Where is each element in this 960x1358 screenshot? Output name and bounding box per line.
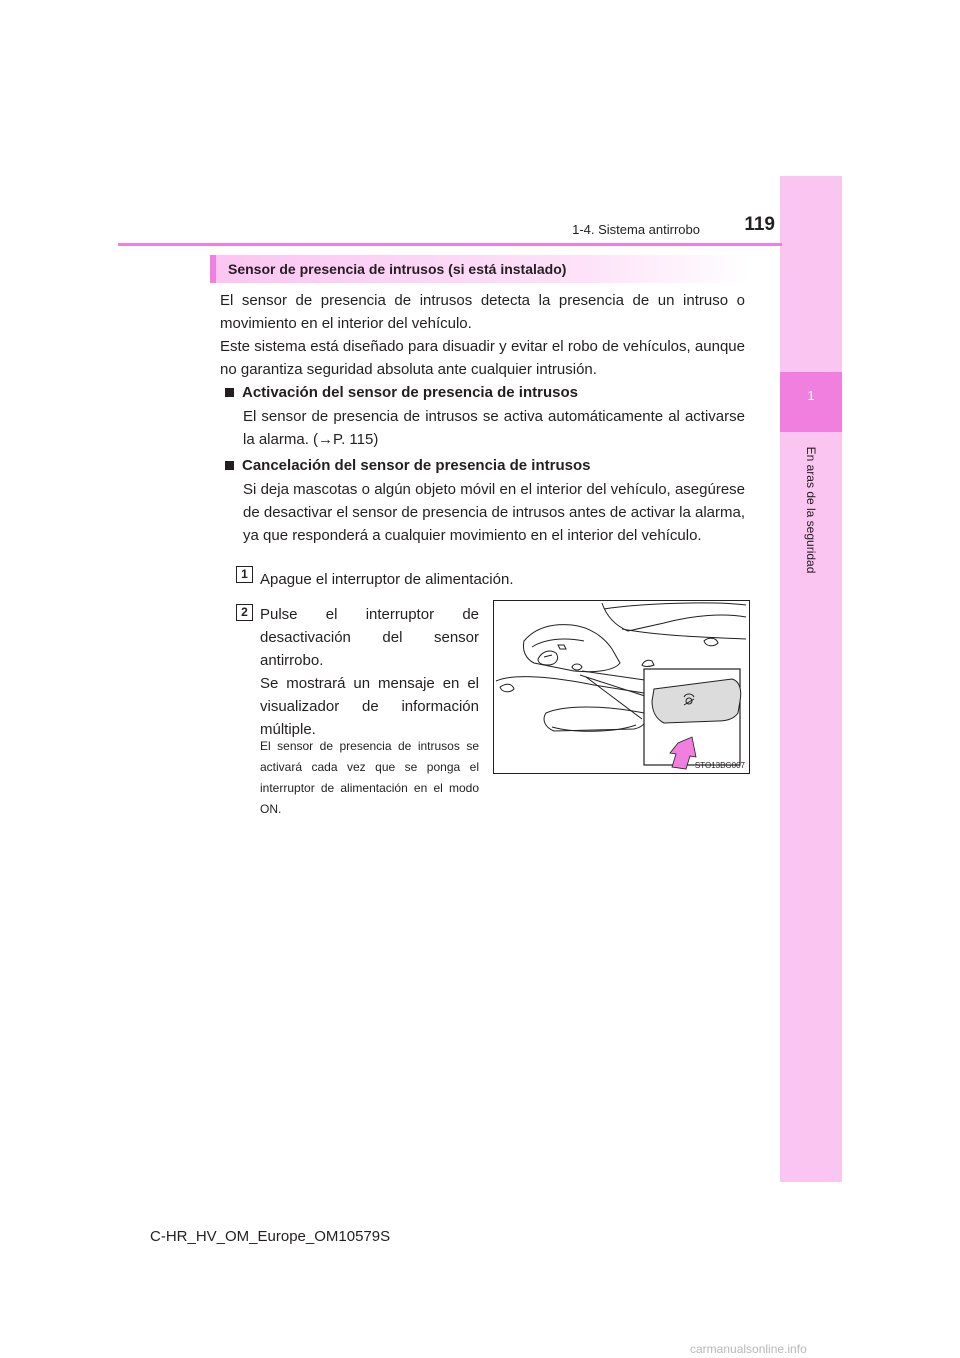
section-heading-text: Sensor de presencia de intrusos (si está instalado) [228,261,567,277]
bullet-title-activation-text: Activación del sensor de presencia de intrusos [242,384,578,401]
overhead-console-figure [493,600,750,774]
footer-document-code: C-HR_HV_OM_Europe_OM10579S [150,1228,391,1245]
intro-paragraph-2: Este sistema está diseñado para disuadir y evitar el robo de vehículos, aunque no garantiza seguridad absoluta ante cualquier intrusión. [220,338,745,378]
overhead-console-icon [494,601,749,773]
chapter-title: En aras de la seguridad [804,446,818,574]
page-number: 119 [744,214,775,235]
header-section-title: 1-4. Sistema antirrobo [572,222,700,237]
header-rule [118,243,782,246]
square-bullet-icon [225,388,234,397]
step-1-badge: 1 [236,566,253,583]
step-small-note: El sensor de presencia de intrusos se activará cada vez que se ponga el interruptor de alimentación en el modo ON. [260,739,479,816]
bullet-title-cancellation-text: Cancelación del sensor de presencia de intrusos [242,457,591,474]
bullet-text-cancellation: Si deja mascotas o algún objeto móvil en el interior del vehículo, asegúrese de desactivar el sensor de presencia de intrusos antes de activar la alarma, ya que responderá a cualquier movimiento en el interior del vehículo. [243,481,745,544]
intro-paragraph-1: El sensor de presencia de intrusos detecta la presencia de un intruso o movimiento en el interior del vehículo. [220,292,745,332]
bullet-title-cancellation [225,454,590,477]
square-bullet-icon [225,461,234,470]
bullet-text-activation: El sensor de presencia de intrusos se activa automáticamente al activarse la alarma. (→P. 115) [243,408,745,448]
chapter-number: 1 [807,388,815,403]
watermark[interactable]: carmanualsonline.info [690,1342,807,1356]
step-2-badge: 2 [236,604,253,621]
step-2-text: Pulse el interruptor de desactivación del sensor antirrobo. [260,606,479,669]
chapter-side-tab [780,176,842,1182]
bullet-title-activation [225,381,578,404]
section-heading [210,255,750,283]
figure-code: STO13BG007 [694,761,745,770]
step-2-note: Se mostrará un mensaje en el visualizador de información múltiple. [260,675,479,738]
step-1-text: Apague el interruptor de alimentación. [260,571,514,588]
